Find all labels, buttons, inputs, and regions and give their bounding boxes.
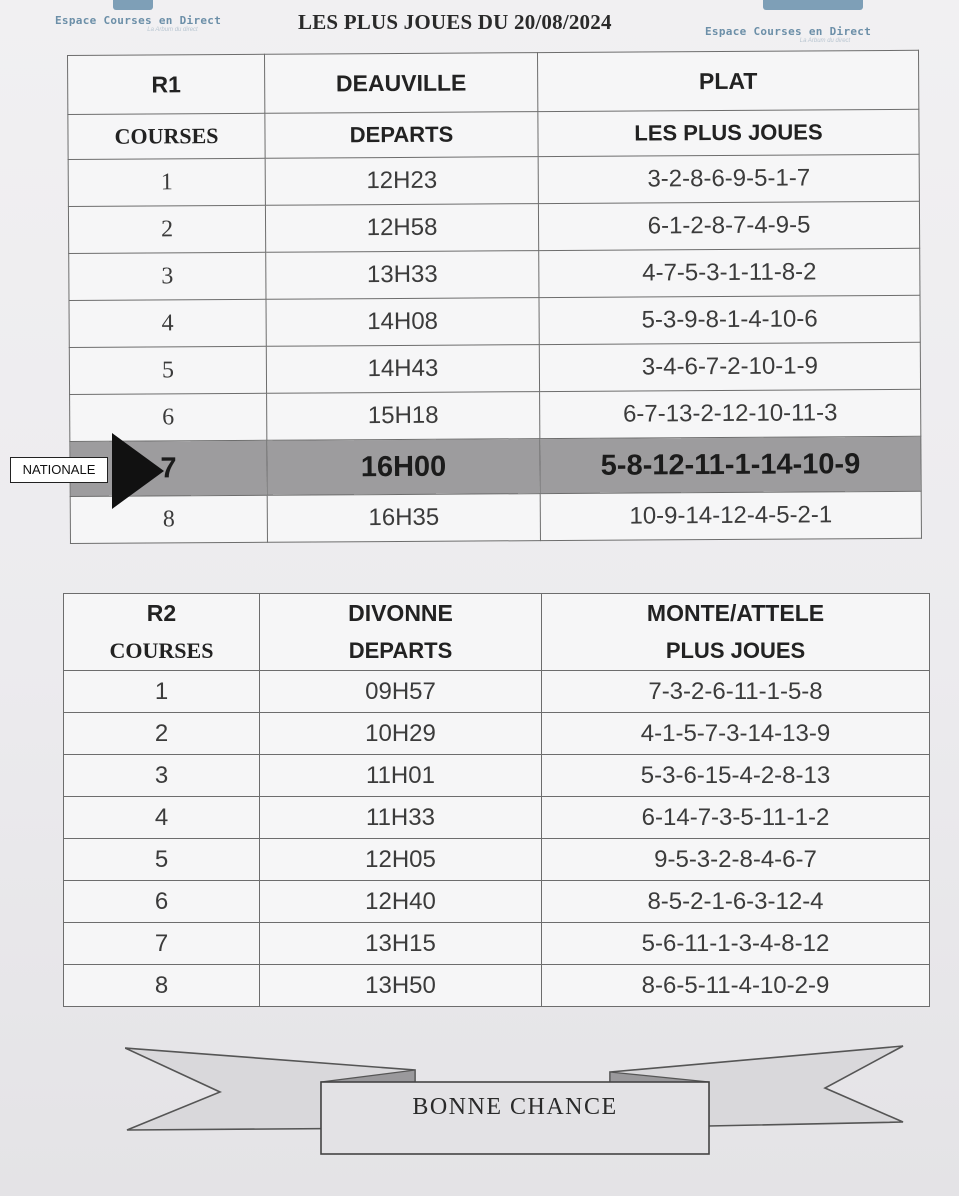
table-row <box>70 491 921 543</box>
r2-header-row <box>64 594 930 633</box>
banner-text: BONNE CHANCE <box>412 1094 618 1120</box>
course-number: 1 <box>64 671 260 713</box>
table-row <box>64 671 930 713</box>
depart-time: 09H57 <box>260 671 542 713</box>
plus-joues: 5-6-11-1-3-4-8-12 <box>542 923 930 965</box>
depart-time: 13H50 <box>260 965 542 1007</box>
table-row <box>64 965 930 1007</box>
arrow-right-icon <box>112 433 172 509</box>
logo-right <box>705 0 945 44</box>
table-row <box>64 755 930 797</box>
depart-time: 16H00 <box>267 439 540 496</box>
depart-time: 14H08 <box>266 298 539 347</box>
plus-joues: 5-3-9-8-1-4-10-6 <box>539 295 920 344</box>
venue-label: DEAUVILLE <box>264 53 537 114</box>
r2-table <box>63 593 930 1007</box>
table-row <box>69 295 920 347</box>
course-number: 5 <box>64 839 260 881</box>
col-departs: DEPARTS <box>260 632 542 671</box>
plus-joues: 9-5-3-2-8-4-6-7 <box>542 839 930 881</box>
r1-header-row <box>68 50 919 114</box>
plus-joues: 8-5-2-1-6-3-12-4 <box>542 881 930 923</box>
plus-joues: 3-2-8-6-9-5-1-7 <box>538 154 919 203</box>
r1-column-header-row <box>68 109 919 159</box>
reunion-label: R2 <box>64 594 260 633</box>
course-number: 5 <box>69 346 266 394</box>
depart-time: 11H33 <box>260 797 542 839</box>
course-number: 3 <box>64 755 260 797</box>
r2-column-header-row <box>64 632 930 671</box>
plus-joues: 7-3-2-6-11-1-5-8 <box>542 671 930 713</box>
course-number: 1 <box>68 158 265 206</box>
depart-time: 12H58 <box>265 204 538 253</box>
course-number: 8 <box>64 965 260 1007</box>
course-number: 4 <box>64 797 260 839</box>
depart-time: 13H15 <box>260 923 542 965</box>
table-row <box>69 342 920 394</box>
depart-time: 12H23 <box>265 157 538 206</box>
logo-subtext: La Arbum du direct <box>147 27 198 33</box>
venue-label: DIVONNE <box>260 594 542 633</box>
course-number: 6 <box>64 881 260 923</box>
plus-joues: 4-1-5-7-3-14-13-9 <box>542 713 930 755</box>
highlighted-row <box>70 436 921 496</box>
plus-joues: 6-1-2-8-7-4-9-5 <box>538 201 919 250</box>
reunion-label: R1 <box>68 54 265 114</box>
col-joues: PLUS JOUES <box>542 632 930 671</box>
table-row <box>68 201 919 253</box>
depart-time: 12H05 <box>260 839 542 881</box>
course-number: 7 <box>70 440 267 496</box>
col-departs: DEPARTS <box>265 112 538 159</box>
table-row <box>64 839 930 881</box>
col-courses: COURSES <box>64 632 260 671</box>
logo-left <box>55 0 290 33</box>
page-title: LES PLUS JOUES DU 20/08/2024 <box>298 10 612 34</box>
plus-joues: 5-8-12-11-1-14-10-9 <box>540 436 921 493</box>
course-number: 3 <box>69 252 266 300</box>
course-number: 8 <box>70 495 267 543</box>
plus-joues: 10-9-14-12-4-5-2-1 <box>540 491 921 540</box>
col-joues: LES PLUS JOUES <box>538 109 919 156</box>
depart-time: 12H40 <box>260 881 542 923</box>
course-number: 2 <box>68 205 265 253</box>
plus-joues: 6-7-13-2-12-10-11-3 <box>540 389 921 438</box>
course-number: 6 <box>70 393 267 441</box>
depart-time: 14H43 <box>266 345 539 394</box>
table-row <box>70 389 921 441</box>
table-row <box>69 248 920 300</box>
plus-joues: 4-7-5-3-1-11-8-2 <box>539 248 920 297</box>
table-row <box>64 713 930 755</box>
course-number: 2 <box>64 713 260 755</box>
plus-joues: 3-4-6-7-2-10-1-9 <box>539 342 920 391</box>
depart-time: 15H18 <box>267 392 540 441</box>
col-courses: COURSES <box>68 113 265 159</box>
logo-text: Espace Courses en Direct <box>705 25 872 38</box>
table-row <box>68 154 919 206</box>
r1-table <box>67 50 922 544</box>
plus-joues: 5-3-6-15-4-2-8-13 <box>542 755 930 797</box>
plus-joues: 6-14-7-3-5-11-1-2 <box>542 797 930 839</box>
plus-joues: 8-6-5-11-4-10-2-9 <box>542 965 930 1007</box>
discipline-label: PLAT <box>537 50 918 111</box>
course-number: 4 <box>69 299 266 347</box>
nationale-label: NATIONALE <box>10 457 108 483</box>
discipline-label: MONTE/ATTELE <box>542 594 930 633</box>
table-row <box>64 797 930 839</box>
logo-emblem <box>113 0 153 10</box>
depart-time: 11H01 <box>260 755 542 797</box>
depart-time: 16H35 <box>267 494 540 543</box>
logo-emblem <box>763 0 863 10</box>
table-row <box>64 923 930 965</box>
depart-time: 13H33 <box>266 251 539 300</box>
logo-subtext: La Arbum du direct <box>799 38 851 44</box>
logo-text: Espace Courses en Direct <box>55 14 222 27</box>
table-row <box>64 881 930 923</box>
course-number: 7 <box>64 923 260 965</box>
depart-time: 10H29 <box>260 713 542 755</box>
